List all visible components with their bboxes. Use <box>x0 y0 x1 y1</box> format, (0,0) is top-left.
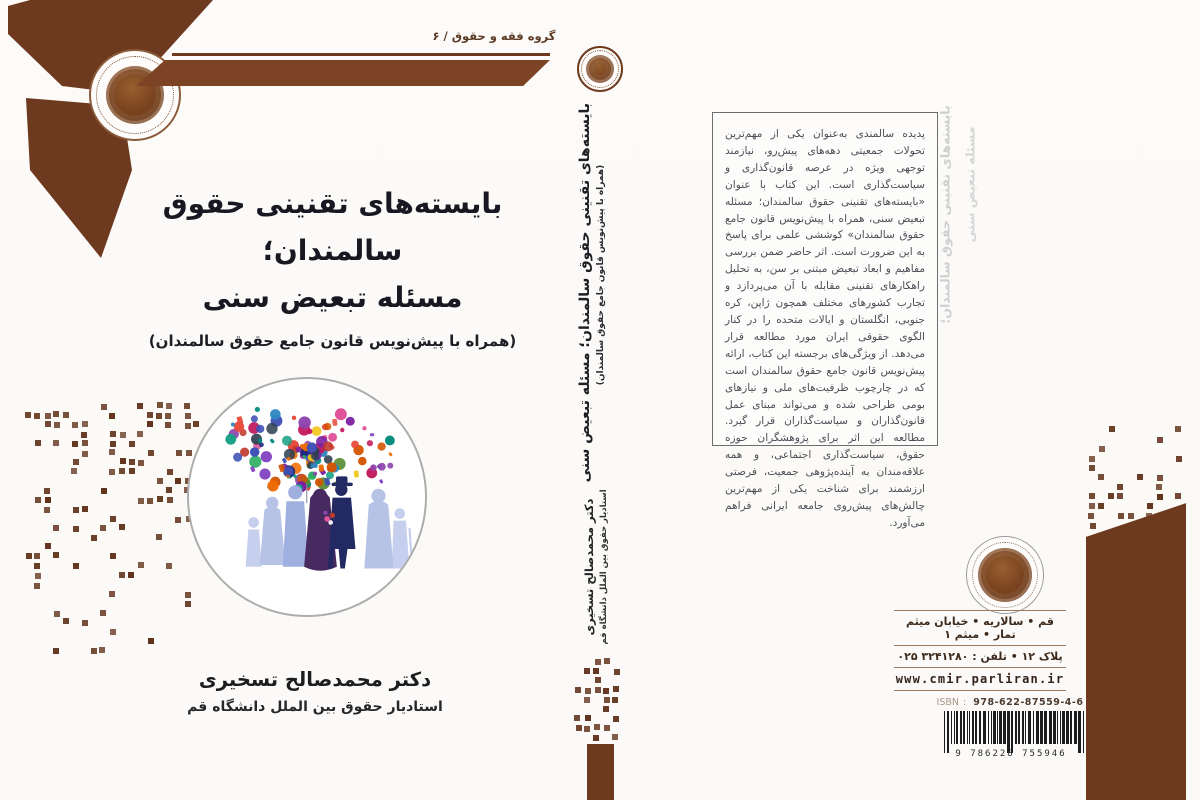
book-subtitle: (همراه با پیش‌نویس قانون جامع حقوق سالمندان) <box>148 332 517 350</box>
book-title-line1: بایسته‌های تقنینی حقوق سالمندان؛ <box>162 187 503 267</box>
book-title-line2: مسئله تبعیض سنی <box>202 281 463 314</box>
right-edge-band-decoration <box>1086 494 1186 800</box>
barcode-icon <box>936 711 1086 763</box>
spine-title-text: بایسته‌های تقنینی حقوق سالمندان؛ مسئله تبعیض سنی <box>577 103 593 483</box>
divider-band <box>136 60 550 86</box>
publisher-contact-block <box>894 610 1066 691</box>
publisher-seal-back-icon <box>966 536 1044 614</box>
isbn-line <box>925 697 1095 708</box>
cover-illustration <box>187 377 427 617</box>
spine-author-affiliation: استادیار حقوق بین الملل دانشگاه قم <box>599 489 609 645</box>
author-affiliation: استادیار حقوق بین الملل دانشگاه قم <box>187 699 443 715</box>
family-tree-illustration <box>189 379 421 611</box>
spine-author-name: دکتر محمدصالح تسخیری <box>582 498 596 636</box>
series-label: گروه فقه و حقوق / ۶ <box>432 29 556 43</box>
spine-pixel-mosaic-decoration <box>574 648 622 744</box>
barcode-digits: 9 786228 755946 <box>955 749 1067 759</box>
isbn-colon: : <box>963 697 967 708</box>
spine-title <box>577 103 623 483</box>
publisher-address: قم • سالاریه • خیابان میثم تمار • میثم ۱ <box>894 610 1066 645</box>
spine-bottom-bar <box>587 744 614 800</box>
publisher-phone: پلاک ۱۲ • تلفن : ۳۲۴۱۲۸۰ ۰۲۵ <box>894 645 1066 667</box>
isbn-label: ISBN <box>936 697 960 708</box>
watermark-title-line1: بایسته‌های تقنینی حقوق سالمندان؛ <box>937 105 953 324</box>
publisher-seal-core <box>586 55 614 83</box>
spine-author <box>582 465 618 669</box>
watermark-title-line2: مسئله تبعیض سنی <box>962 126 978 243</box>
author-block <box>135 668 495 715</box>
book-title <box>105 180 560 350</box>
divider-line <box>172 53 550 56</box>
pixel-mosaic-decoration <box>24 402 216 660</box>
publisher-website: www.cmir.parliran.ir <box>894 667 1066 691</box>
back-blurb-box <box>712 112 938 529</box>
isbn-number: 978-622-87559-4-6 <box>973 697 1084 708</box>
spine-subtitle-text: (همراه با پیش‌نویس قانون جامع حقوق سالمندان) <box>596 164 606 386</box>
back-blurb-text: پدیده سالمندی به‌عنوان یکی از مهم‌ترین تحولات جمعیتی دهه‌های پیش‌رو، نیازمند توجهی ویژه در عرصه قانون‌گذاری و سیاست‌گذاری است. این کتاب با عنوان «بایسته‌های تقنینی حقوق سالمندان؛ مسئله تبعیض سنی، همراه با پیش‌نویس قانون جامع حقوق سالمندان» کوششی علمی برای پاسخ به این ضرورت است. اثر حاضر ضمن بررسی مفاهیم و ابعاد تبعیض مبتنی بر سن، به تحلیل راهکارهای تقنینی مقابله با آن می‌پردازد و تجارب کشورهای مختلف همچون ژاپن، کره جنوبی، انگلستان و ایالات متحده را در کنار الگوی حقوقی ایران مورد مطالعه قرار می‌دهد. از ویژگی‌های برجسته این کتاب، ارائه پیش‌نویس قانون جامع حقوق سالمندان است که در چارچوب ظرفیت‌های ملی و نیازهای بومی طراحی شده و می‌تواند مبنای عمل قانون‌گذاران و سیاست‌گذاران قرار گیرد. مطالعه این اثر برای پژوهشگران حوزه حقوق، سیاست‌گذاری اجتماعی، و همه علاقه‌مندان به آینده‌پژوهی جمعیت، فرصتی ارزشمند برای شناخت یکی از مهم‌ترین چالش‌های پیش‌روی جامعه ایرانی فراهم می‌آورد. <box>725 128 925 529</box>
publisher-seal-small-icon <box>577 46 623 92</box>
publisher-seal-core <box>978 548 1032 602</box>
author-name: دکتر محمدصالح تسخیری <box>198 668 432 691</box>
floral-burst-icon <box>225 407 394 493</box>
